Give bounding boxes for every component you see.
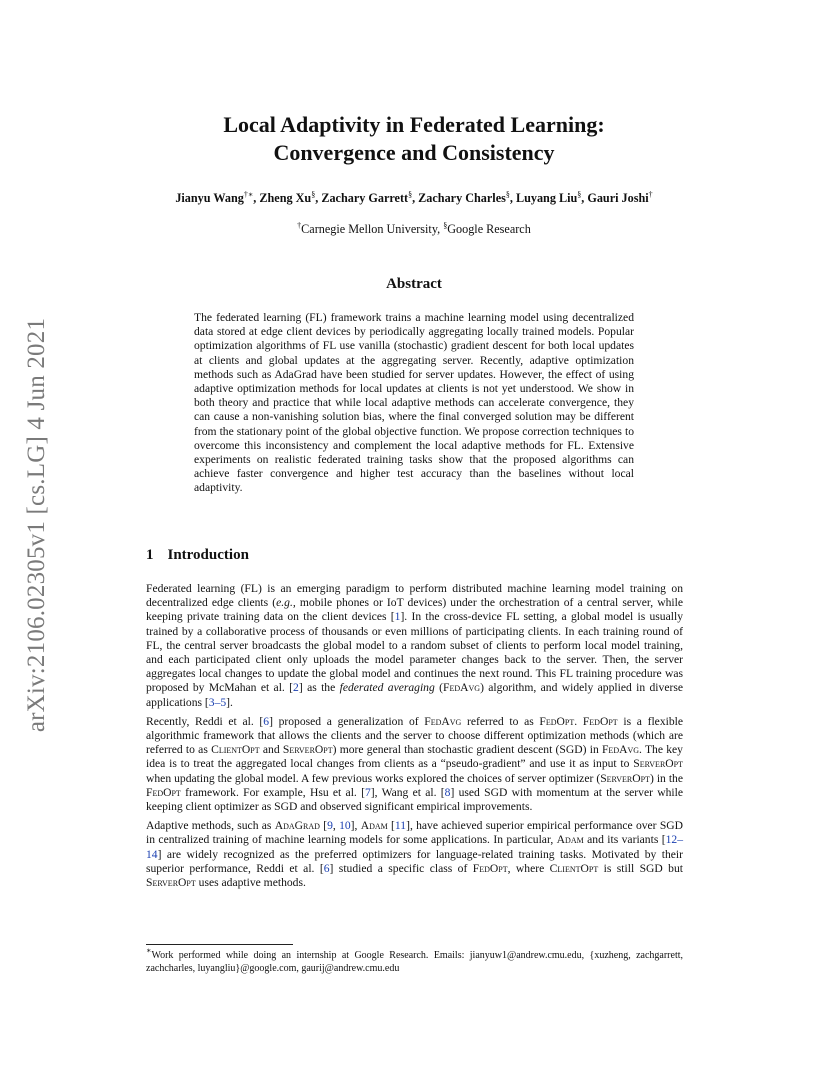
author-mark: † <box>648 190 653 199</box>
text-run: ], have achieved superior empirical performance over SGD in centralized training of machine learning models for some applications. In particular, <box>146 819 684 847</box>
affiliation-cmu: Carnegie Mellon University, <box>301 222 444 236</box>
paragraph <box>146 582 683 710</box>
paper-title <box>0 111 828 167</box>
algorithm-name: ServerOpt <box>600 771 650 785</box>
text-run: e.g., <box>276 596 296 610</box>
author-mark: § <box>408 190 413 199</box>
text-run: [ <box>387 819 395 833</box>
section-heading <box>146 547 249 564</box>
text-run: uses adaptive methods. <box>195 876 306 890</box>
section-title: Introduction <box>167 547 249 563</box>
text-run: and <box>259 743 283 757</box>
algorithm-name: AdaGrad <box>274 819 320 833</box>
text-run: ]. In the cross-device FL setting, a global model is usually trained by a collaborative process of thousands or even millions of participating clients. In each training round of FL, the central server broadcasts the global model to a random subset of clients to perform local model training, and each participated client only uploads the model parameter changes back to the server. Then, the server aggregates local changes to update the global model and continues the next round. This FL training procedure was proposed by McMahan et al. [ <box>146 610 683 695</box>
algorithm-name: ServerOpt <box>146 876 196 890</box>
text-run: when updating the global model. A few previous works explored the choices of server optimizer ( <box>146 771 601 785</box>
author-mark: § <box>311 190 316 199</box>
citation-link[interactable]: 11 <box>394 819 407 833</box>
text-run: [ <box>319 819 328 833</box>
text-run: ], Wang et al. [ <box>370 785 445 799</box>
author-separator: , <box>581 191 588 205</box>
arxiv-identifier: arXiv:2106.02305v1 [cs.LG] 4 Jun 2021 <box>23 317 50 733</box>
text-run: and its variants [ <box>583 833 666 847</box>
citation-link[interactable]: 3–5 <box>208 695 227 709</box>
author-name: Luyang Liu <box>515 191 578 205</box>
text-run: ] proposed a generalization of <box>269 714 425 728</box>
text-run: ) algorithm, and widely applied in diverse applications [ <box>146 681 683 709</box>
algorithm-name: FedOpt <box>582 714 618 728</box>
author-name: Gauri Joshi <box>587 191 649 205</box>
author-name: Zachary Garrett <box>321 191 409 205</box>
section-number: 1 <box>146 547 154 563</box>
text-run: Recently, Reddi et al. [ <box>146 714 264 728</box>
footnote-mark: ∗ <box>146 946 152 955</box>
author-name: Zachary Charles <box>418 191 506 205</box>
algorithm-name: FedAvg <box>601 743 640 757</box>
introduction-body <box>146 582 683 895</box>
footnote <box>146 946 683 975</box>
citation-link[interactable]: 7 <box>364 785 371 799</box>
text-run: ( <box>434 681 444 695</box>
title-line-2: Convergence and Consistency <box>273 140 555 165</box>
affiliation-mark: § <box>443 221 448 230</box>
text-run: . <box>574 714 583 728</box>
author-separator: , <box>253 191 260 205</box>
footnote-text: Work performed while doing an internship at Google Research. Emails: jianyuw1@andrew.cmu.edu, {xuzheng, zachgarrett, zachcharles, luyangliu}@google.com, gaurij@andrew.cmu.edu <box>146 950 683 974</box>
author-name: Jianyu Wang <box>175 191 244 205</box>
affiliation-mark: † <box>297 221 302 230</box>
text-run: ], <box>350 819 361 833</box>
text-run: referred to as <box>461 714 540 728</box>
text-run: ] as the <box>298 681 340 695</box>
algorithm-name: ClientOpt <box>211 743 260 757</box>
text-run: ] studied a specific class of <box>329 861 473 875</box>
text-run: is a flexible algorithmic framework that allows the clients and the server to choose different optimization methods (which are referred to as <box>146 714 684 757</box>
author-name: Zheng Xu <box>259 191 312 205</box>
text-run: framework. For example, Hsu et al. [ <box>180 785 365 799</box>
text-run: Adaptive methods, such as <box>146 819 275 833</box>
text-run: , where <box>507 861 550 875</box>
author-list <box>0 191 828 206</box>
text-run: ]. <box>226 695 233 709</box>
citation-link[interactable]: 6 <box>263 714 270 728</box>
algorithm-name: Adam <box>556 833 584 847</box>
arxiv-sidebar <box>23 300 51 750</box>
title-line-1: Local Adaptivity in Federated Learning: <box>223 112 605 137</box>
paragraph <box>146 819 683 890</box>
author-separator: , <box>412 191 419 205</box>
algorithm-name: ServerOpt <box>282 743 333 757</box>
footnote-divider <box>146 944 293 945</box>
text-run: ] used SGD with momentum at the server while keeping client optimizer as SGD and observed significant empirical improvements. <box>146 785 684 814</box>
citation-link[interactable]: 2 <box>293 681 299 695</box>
text-run: ] are widely recognized as the preferred optimizers for language-related training tasks. Motivated by their superior performance, Reddi et al. [ <box>146 847 683 875</box>
algorithm-name: FedAvg <box>424 714 462 728</box>
text-run: mobile phones or IoT devices) under the orchestration of a central server, while keeping private training data on the client devices [ <box>146 596 683 624</box>
algorithm-name: ServerOpt <box>633 757 683 771</box>
algorithm-name: ClientOpt <box>549 861 599 875</box>
text-run: ) more general than stochastic gradient descent (SGD) in <box>332 743 602 757</box>
algorithm-name: Adam <box>360 819 388 833</box>
algorithm-name: FedOpt <box>146 785 181 799</box>
author-mark: § <box>505 190 510 199</box>
algorithm-name: FedOpt <box>539 714 575 728</box>
text-run: Federated learning (FL) is an emerging paradigm to perform distributed machine learning model training on decentralized edge clients ( <box>146 582 683 610</box>
text-run: ) in the <box>649 771 683 785</box>
citation-link[interactable]: 6 <box>323 861 330 875</box>
algorithm-name: FedAvg <box>443 681 481 695</box>
abstract-text: The federated learning (FL) framework trains a machine learning model using decentralized data stored at edge client devices by periodically aggregating locally trained models. Popular optimization algorithms of FL use vanilla (stochastic) gradient descent for both local updates at clients and global updates at the aggregating server. Recently, adaptive optimization methods such as AdaGrad have been studied for server updates. However, the effect of using adaptive optimization methods for local updates at clients is not yet understood. We show in both theory and practice that while local adaptive methods can accelerate convergence, they can cause a non-vanishing solution bias, where the final converged solution may be different from the stationary point of the global objective function. We propose correction techniques to overcome this inconsistency and complement the local adaptive methods for FL. Extensive experiments on realistic federated training tasks show that the proposed algorithms can achieve faster convergence and higher test accuracy than the baselines without local adaptivity. <box>194 311 634 495</box>
text-run: , <box>332 819 340 833</box>
algorithm-name: FedOpt <box>472 861 508 875</box>
citation-link[interactable]: 8 <box>444 785 451 799</box>
author-mark: § <box>577 190 582 199</box>
author-separator: , <box>509 191 516 205</box>
abstract-heading: Abstract <box>386 276 442 292</box>
text-run: . The key idea is to treat the aggregated local changes from clients as a “pseudo-gradient” and use it as input to <box>146 743 683 771</box>
text-run: federated averaging <box>339 681 435 695</box>
affiliations <box>0 222 828 237</box>
citation-link[interactable]: 12–14 <box>146 833 684 861</box>
author-mark: †∗ <box>243 190 254 199</box>
paragraph <box>146 715 683 814</box>
citation-link[interactable]: 9 <box>327 819 333 833</box>
text-run: is still SGD but <box>598 861 683 875</box>
affiliation-google: Google Research <box>447 222 531 236</box>
author-separator: , <box>315 191 322 205</box>
citation-link[interactable]: 10 <box>339 819 351 833</box>
citation-link[interactable]: 1 <box>394 610 401 624</box>
